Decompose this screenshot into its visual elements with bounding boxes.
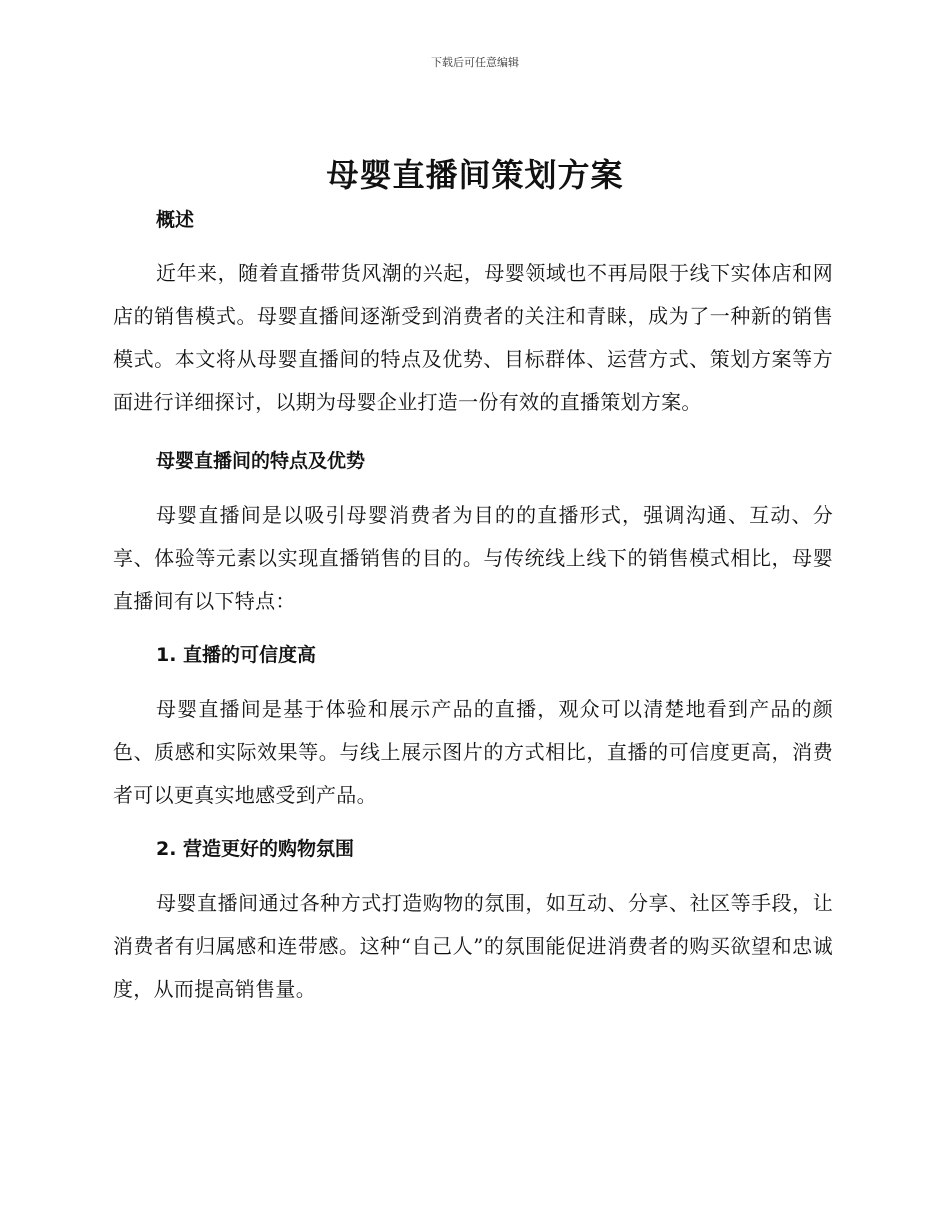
document-title: 母婴直播间策划方案 <box>326 156 624 194</box>
section-heading-credibility: 1. 直播的可信度高 <box>156 644 317 666</box>
section-heading-features: 母婴直播间的特点及优势 <box>156 450 366 472</box>
section-paragraph-overview: 近年来，随着直播带货风潮的兴起，母婴领域也不再局限于线下实体店和网店的销售模式。母婴直播间逐渐受到消费者的关注和青睐，成为了一种新的销售模式。本文将从母婴直播间的特点及优势、目标群体、运营方式、策划方案等方面进行详细探讨，以期为母婴企业打造一份有效的直播策划方案。 <box>113 261 833 414</box>
document-body <box>113 200 833 1011</box>
section-heading-overview: 概述 <box>156 209 195 231</box>
section-paragraph-credibility: 母婴直播间是基于体验和展示产品的直播，观众可以清楚地看到产品的颜色、质感和实际效果等。与线上展示图片的方式相比，直播的可信度更高，消费者可以更真实地感受到产品。 <box>113 697 833 807</box>
section-heading-atmosphere: 2. 营造更好的购物氛围 <box>156 838 355 860</box>
header-note: 下载后可任意编辑 <box>431 56 519 69</box>
section-paragraph-features: 母婴直播间是以吸引母婴消费者为目的的直播形式，强调沟通、互动、分享、体验等元素以实现直播销售的目的。与传统线上线下的销售模式相比，母婴直播间有以下特点： <box>113 503 833 613</box>
section-paragraph-atmosphere: 母婴直播间通过各种方式打造购物的氛围，如互动、分享、社区等手段，让消费者有归属感和连带感。这种“自己人”的氛围能促进消费者的购买欲望和忠诚度，从而提高销售量。 <box>113 891 833 1001</box>
